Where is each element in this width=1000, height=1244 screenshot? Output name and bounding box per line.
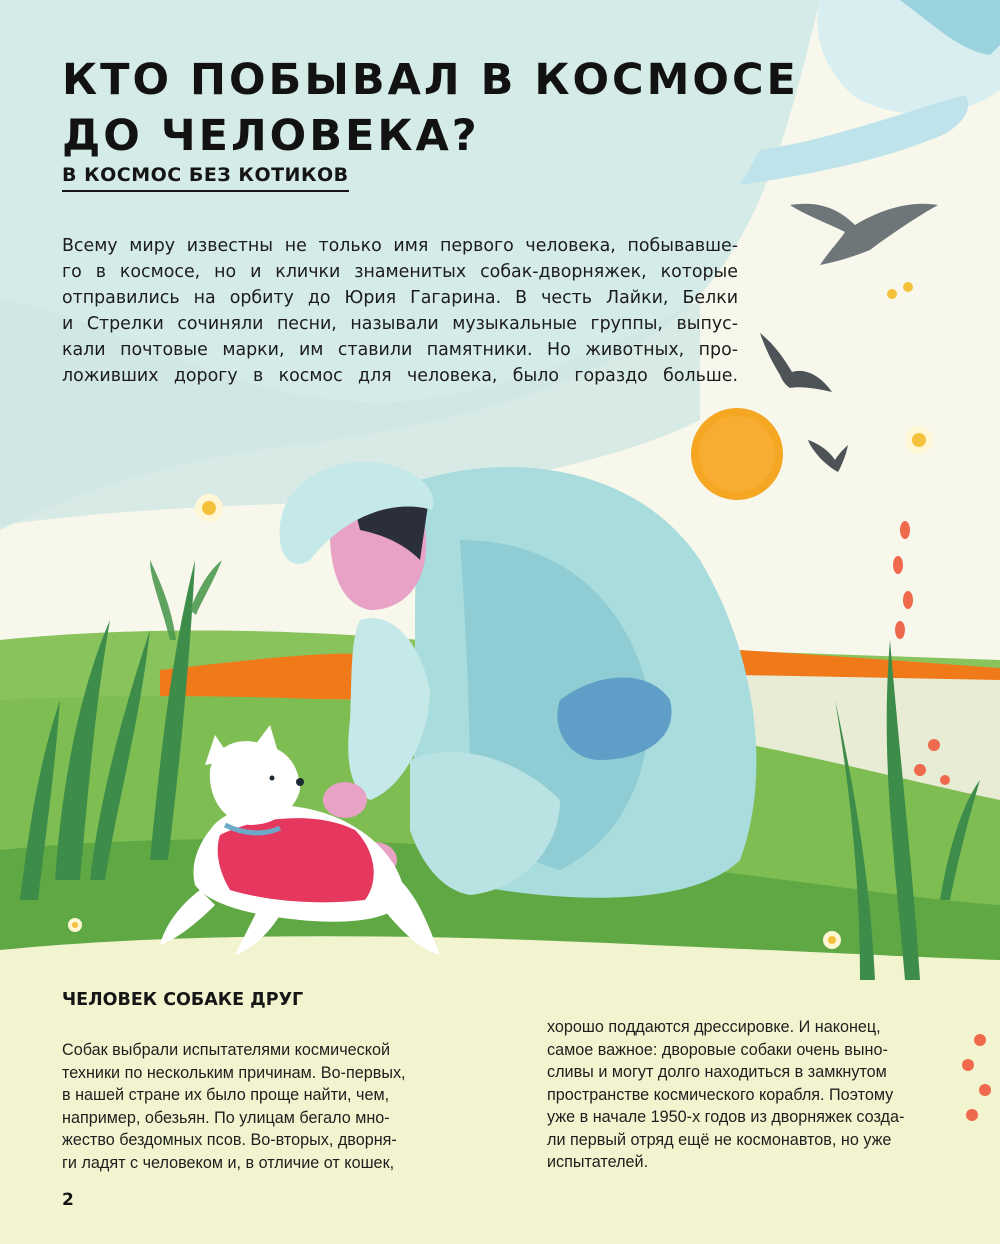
body-line: в нашей стране их было проще найти, чем, bbox=[62, 1086, 390, 1104]
body-line: жество бездомных псов. Во-вторых, дворня- bbox=[62, 1131, 397, 1149]
intro-line: го в космосе, но и клички знаменитых собак-дворняжек, которые bbox=[62, 262, 738, 282]
intro-line: ложивших дорогу в космос для человека, было гораздо больше. bbox=[62, 366, 738, 386]
flower-icon bbox=[195, 494, 223, 522]
body-line: сливы и могут долго находиться в замкнутом bbox=[547, 1063, 887, 1081]
body-line: например, обезьян. По улицам бегало мно- bbox=[62, 1108, 390, 1127]
intro-line: Всему миру известны не только имя первого человека, побывавше- bbox=[62, 236, 738, 256]
body-line: ли первый отряд ещё не космонавтов, но уже bbox=[547, 1130, 892, 1149]
body-line: пространстве космического корабля. Поэтому bbox=[547, 1085, 894, 1104]
flower-icon bbox=[68, 918, 82, 932]
intro-paragraph bbox=[62, 233, 738, 389]
body-line: Собак выбрали испытателями космической bbox=[62, 1041, 391, 1059]
intro-line: и Стрелки сочиняли песни, называли музыкальные группы, выпус- bbox=[62, 314, 738, 334]
body-line: хорошо поддаются дрессировке. И наконец, bbox=[547, 1018, 881, 1036]
body-line: самое важное: дворовые собаки очень выно- bbox=[547, 1040, 888, 1059]
intro-line: кали почтовые марки, им ставили памятники. Но животных, про- bbox=[62, 340, 738, 360]
intro-line: отправились на орбиту до Юрия Гагарина. В честь Лайки, Белки bbox=[62, 288, 738, 308]
dog-nose bbox=[296, 778, 304, 786]
body-column-right bbox=[547, 1016, 937, 1174]
flower-icon bbox=[905, 426, 933, 454]
flower-icon bbox=[823, 931, 841, 949]
body-column-left bbox=[62, 1039, 452, 1174]
section-subtitle: В КОСМОС БЕЗ КОТИКОВ bbox=[62, 164, 349, 192]
page-title: КТО ПОБЫВАЛ В КОСМОСЕ ДО ЧЕЛОВЕКА? bbox=[62, 55, 799, 161]
section-heading: ЧЕЛОВЕК СОБАКЕ ДРУГ bbox=[62, 990, 304, 1010]
person-hand bbox=[323, 782, 367, 818]
body-line: ги ладят с человеком и, в отличие от кошек, bbox=[62, 1153, 395, 1172]
body-line: техники по нескольким причинам. Во-первых, bbox=[62, 1063, 406, 1082]
dog-eye bbox=[270, 776, 275, 781]
page-number: 2 bbox=[62, 1190, 74, 1210]
body-line: испытателей. bbox=[547, 1153, 649, 1171]
body-line: уже в начале 1950-х годов из дворняжек созда- bbox=[547, 1108, 905, 1126]
